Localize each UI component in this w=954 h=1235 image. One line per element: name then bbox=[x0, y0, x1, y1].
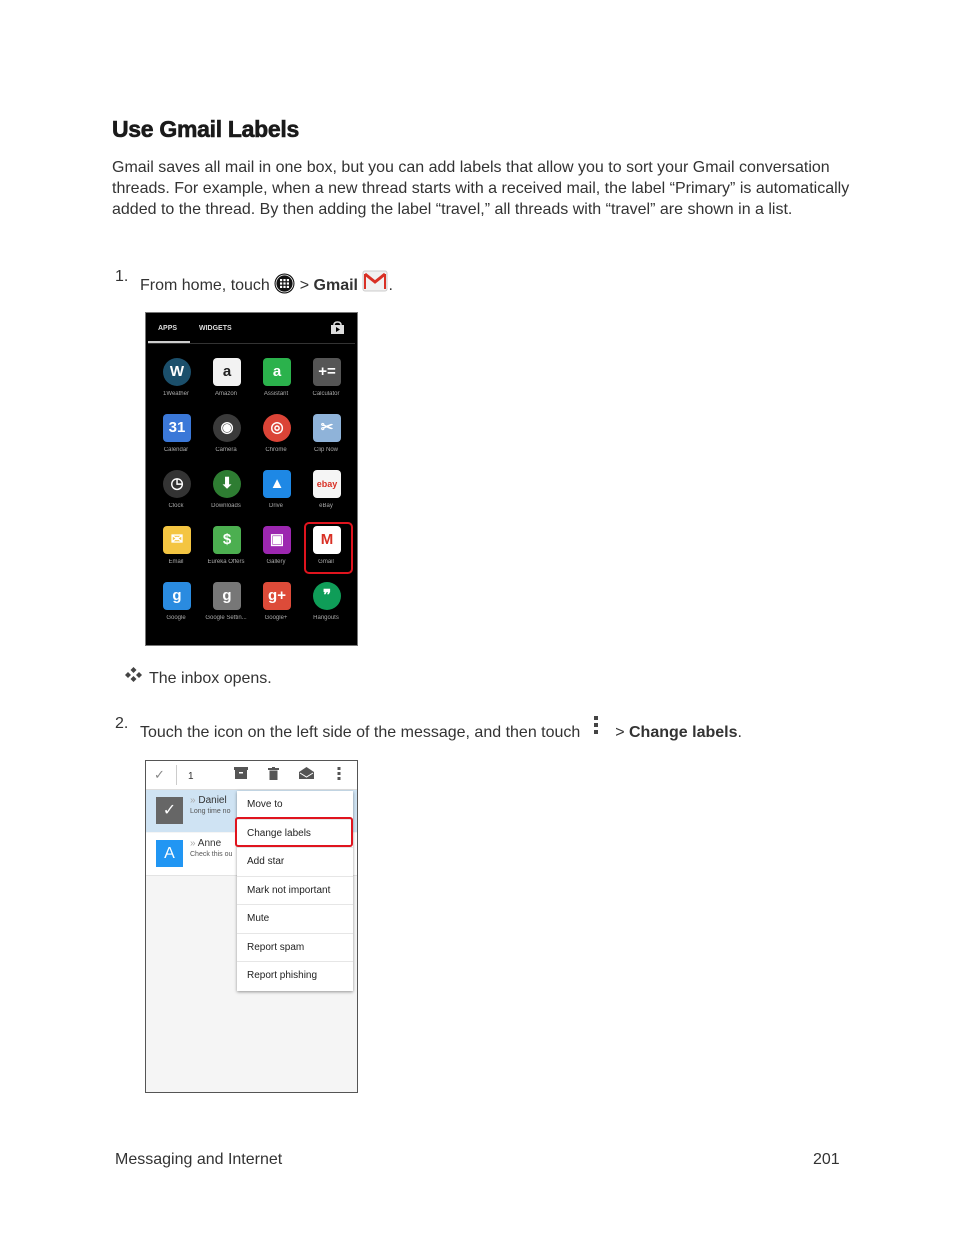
step-2-separator: > bbox=[615, 724, 625, 741]
app-glyph: ebay bbox=[316, 479, 338, 489]
inbox-menu-screenshot bbox=[145, 760, 358, 1093]
app-glyph: += bbox=[318, 363, 336, 380]
calculator-icon bbox=[313, 358, 341, 386]
app-glyph: g bbox=[172, 587, 182, 604]
google-plus-icon bbox=[263, 582, 291, 610]
app-eureka-offers[interactable] bbox=[201, 526, 251, 582]
menu-item-report-spam[interactable]: Report spam bbox=[237, 934, 353, 963]
menu-item-change-labels[interactable]: Change labels bbox=[237, 820, 353, 849]
tab-widgets[interactable]: WIDGETS bbox=[199, 325, 232, 332]
google-settings-icon bbox=[213, 582, 241, 610]
app-email[interactable] bbox=[151, 526, 201, 582]
overflow-menu-icon bbox=[593, 716, 599, 739]
app-label: Gmail bbox=[318, 559, 334, 565]
app-glyph: 31 bbox=[168, 419, 186, 436]
step-1-target: Gmail bbox=[313, 277, 358, 294]
app-label: Clock bbox=[168, 503, 184, 509]
app-clock[interactable] bbox=[151, 470, 201, 526]
app-glyph: W bbox=[169, 363, 185, 380]
step-1-end: . bbox=[388, 277, 393, 294]
app-downloads[interactable] bbox=[201, 470, 251, 526]
app-drawer-tabbar bbox=[146, 313, 357, 343]
sender-name: » Anne bbox=[190, 838, 222, 849]
app-glyph: $ bbox=[222, 531, 232, 548]
drive-icon bbox=[263, 470, 291, 498]
page-title: Use Gmail Labels bbox=[112, 116, 299, 142]
app-label: Chrome bbox=[265, 447, 287, 453]
calendar-icon bbox=[163, 414, 191, 442]
app-glyph: g bbox=[222, 587, 232, 604]
change-labels-highlight-box bbox=[235, 817, 353, 847]
checked-avatar[interactable]: ✓ bbox=[156, 797, 183, 824]
app-label: Assistant bbox=[263, 391, 289, 397]
app-glyph: ◎ bbox=[270, 419, 284, 436]
app-google-plus[interactable] bbox=[251, 582, 301, 638]
app-label: Drive bbox=[268, 503, 283, 509]
weather-icon bbox=[163, 358, 191, 386]
app-label: Google bbox=[166, 615, 186, 621]
result-note-text: The inbox opens. bbox=[149, 670, 272, 687]
tab-divider bbox=[148, 343, 355, 344]
app-label: Calculator bbox=[312, 391, 340, 397]
sender-avatar[interactable]: A bbox=[156, 840, 183, 867]
app-glyph: ❞ bbox=[322, 587, 332, 604]
app-calendar[interactable] bbox=[151, 414, 201, 470]
app-glyph: ✉ bbox=[170, 531, 184, 548]
ebay-icon bbox=[313, 470, 341, 498]
app-weather[interactable] bbox=[151, 358, 201, 414]
intro-paragraph: Gmail saves all mail in one box, but you can add labels that allow you to sort your Gmail conversation threads. For example, when a new thread starts with a received mail, the label “Primary” is automatically added to the thread. By then adding the label “travel,” all threads with “travel” are shown in a list. bbox=[112, 159, 850, 218]
overflow-menu-icon-small[interactable] bbox=[337, 767, 341, 784]
menu-item-report-phishing[interactable]: Report phishing bbox=[247, 970, 318, 981]
mark-unread-icon[interactable] bbox=[299, 767, 314, 783]
app-google-settings[interactable] bbox=[201, 582, 251, 638]
app-label: Hangouts bbox=[313, 615, 339, 621]
app-drive[interactable] bbox=[251, 470, 301, 526]
action-bar-divider bbox=[176, 765, 177, 785]
message-preview: Check this ou bbox=[190, 851, 233, 858]
tab-apps[interactable]: APPS bbox=[158, 325, 178, 332]
store-icon[interactable] bbox=[330, 321, 345, 340]
camera-icon bbox=[213, 414, 241, 442]
message-preview: Long time no bbox=[190, 808, 231, 815]
clock-icon bbox=[163, 470, 191, 498]
step-1-lead: From home, touch bbox=[140, 277, 270, 294]
app-label: 1Weather bbox=[163, 391, 189, 397]
app-label: Amazon bbox=[214, 391, 237, 397]
step-1-separator: > bbox=[299, 277, 310, 294]
gallery-icon bbox=[263, 526, 291, 554]
check-icon[interactable]: ✓ bbox=[154, 767, 165, 782]
sender-name: » Daniel bbox=[190, 795, 227, 806]
app-glyph: M bbox=[320, 531, 334, 548]
menu-item-add-star[interactable]: Add star bbox=[237, 848, 353, 877]
delete-icon[interactable] bbox=[268, 767, 279, 784]
app-glyph: ▲ bbox=[269, 475, 285, 492]
app-label: Gallery bbox=[266, 559, 286, 565]
footer-section: Messaging and Internet bbox=[115, 1151, 283, 1168]
app-gallery[interactable] bbox=[251, 526, 301, 582]
app-label: eBay bbox=[319, 503, 333, 509]
assistant-icon bbox=[263, 358, 291, 386]
app-glyph: ◷ bbox=[170, 475, 184, 492]
amazon-icon bbox=[213, 358, 241, 386]
menu-item-mute[interactable]: Mute bbox=[237, 905, 353, 934]
step-1-number: 1. bbox=[115, 268, 129, 285]
app-label: Google+ bbox=[264, 615, 288, 621]
app-assistant[interactable] bbox=[251, 358, 301, 414]
menu-item-mark-not-important[interactable]: Mark not important bbox=[237, 877, 353, 906]
app-label: Google Settin... bbox=[205, 615, 247, 621]
clip-now-icon bbox=[313, 414, 341, 442]
app-label: Email bbox=[168, 559, 184, 565]
step-2-text bbox=[140, 716, 742, 742]
app-amazon[interactable] bbox=[201, 358, 251, 414]
result-note bbox=[124, 667, 272, 688]
menu-item-move-to[interactable]: Move to bbox=[237, 791, 353, 820]
gmail-highlight-box bbox=[304, 522, 353, 574]
app-glyph: ✂ bbox=[320, 419, 334, 436]
app-camera[interactable] bbox=[201, 414, 251, 470]
eureka-offers-icon bbox=[213, 526, 241, 554]
archive-icon[interactable] bbox=[234, 767, 248, 783]
app-clip-now[interactable] bbox=[301, 414, 351, 470]
app-google[interactable] bbox=[151, 582, 201, 638]
gmail-icon bbox=[362, 268, 388, 297]
diamond-bullet-icon bbox=[124, 667, 143, 687]
app-glyph: g+ bbox=[268, 587, 286, 604]
importance-marker-icon: » bbox=[190, 795, 196, 806]
app-label: Eureka Offers bbox=[207, 559, 245, 565]
app-calculator[interactable] bbox=[301, 358, 351, 414]
step-2-target: Change labels bbox=[629, 724, 738, 741]
importance-marker-icon: » bbox=[190, 838, 196, 849]
app-glyph: ⬇ bbox=[220, 475, 234, 492]
app-glyph: ▣ bbox=[269, 531, 285, 548]
step-2-end: . bbox=[737, 724, 742, 741]
app-label: Downloads bbox=[211, 503, 241, 509]
app-glyph: a bbox=[272, 363, 282, 380]
app-label: Calendar bbox=[163, 447, 189, 453]
step-1-text bbox=[140, 268, 393, 299]
app-glyph: a bbox=[222, 363, 232, 380]
step-2-number: 2. bbox=[115, 715, 129, 732]
app-label: Clip Now bbox=[313, 447, 338, 453]
downloads-icon bbox=[213, 470, 241, 498]
app-chrome[interactable] bbox=[251, 414, 301, 470]
footer-page-number: 201 bbox=[813, 1151, 840, 1168]
step-2-lead: Touch the icon on the left side of the message, and then touch bbox=[140, 724, 581, 741]
app-hangouts[interactable] bbox=[301, 582, 351, 638]
apps-icon bbox=[274, 273, 295, 299]
chrome-icon bbox=[263, 414, 291, 442]
app-glyph: ◉ bbox=[220, 419, 234, 436]
hangouts-icon bbox=[313, 582, 341, 610]
app-label: Camera bbox=[215, 447, 237, 453]
selected-count: 1 bbox=[188, 771, 194, 782]
action-bar bbox=[146, 761, 357, 790]
app-ebay[interactable] bbox=[301, 470, 351, 526]
email-icon bbox=[163, 526, 191, 554]
app-drawer-screenshot bbox=[145, 312, 358, 646]
google-icon bbox=[163, 582, 191, 610]
